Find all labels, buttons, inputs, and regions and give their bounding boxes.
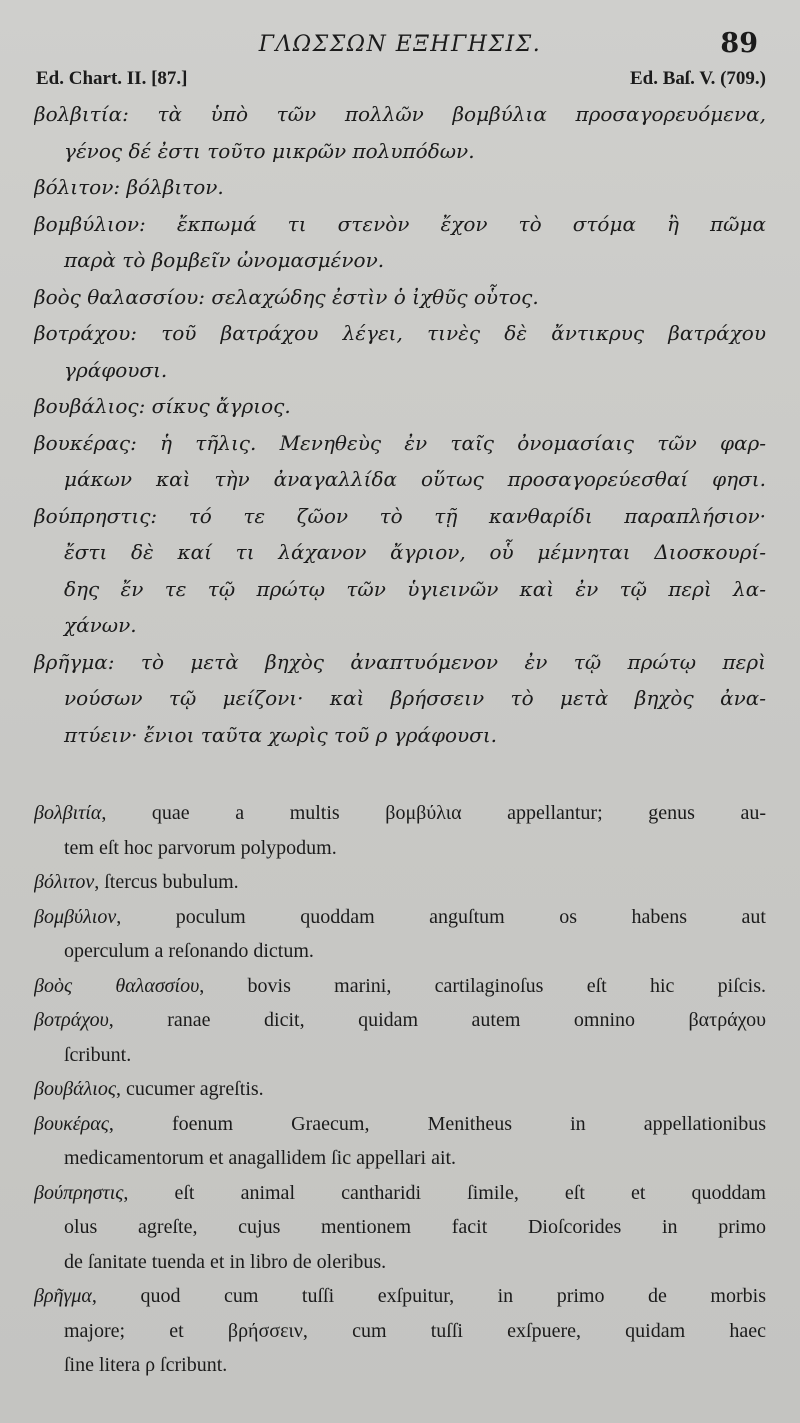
latin-line <box>34 1279 766 1314</box>
latin-line <box>34 1072 766 1107</box>
latin-lemma: βουκέρας <box>34 1112 109 1135</box>
greek-line: βοὸς θαλασσίου: σελαχώδης ἐστὶν ὁ ἰχθῦς οὗτος. <box>34 284 539 309</box>
latin-line <box>34 1141 766 1176</box>
latin-gloss: , quod cum tuſſi exſpuitur, in primo de morbis <box>91 1285 766 1307</box>
latin-translation-block <box>34 796 766 1383</box>
greek-line: γένος δέ ἐστι τοῦτο μικρῶν πολυπόδων. <box>64 138 475 163</box>
latin-line <box>34 969 766 1004</box>
latin-gloss: , ſtercus bubulum. <box>94 871 239 893</box>
latin-line <box>34 1107 766 1142</box>
page-number: 89 <box>720 28 758 59</box>
latin-line <box>34 1245 766 1280</box>
latin-gloss: de ſanitate tuenda et in libro de oleribus. <box>64 1250 387 1273</box>
greek-line: παρὰ τὸ βομβεῖν ὠνομασμένον. <box>64 248 385 272</box>
greek-line: πτύειν· ἔνιοι ταῦτα χωρὶς τοῦ ρ γράφουσι. <box>64 722 498 747</box>
latin-lemma: βομβύλιον <box>34 905 117 928</box>
latin-line <box>34 1348 766 1383</box>
latin-gloss: tem eſt hoc parvorum polypodum. <box>64 836 337 859</box>
latin-line <box>34 934 766 969</box>
greek-line: γράφουσι. <box>64 357 168 382</box>
greek-line: βοτράχου: τοῦ βατράχου λέγει, τινὲς δὲ ἄντικρυς βατράχου <box>34 321 766 345</box>
latin-gloss: medicamentorum et anagallidem ſic appellari ait. <box>64 1147 457 1169</box>
latin-gloss: , cucumer agreſtis. <box>115 1078 264 1100</box>
greek-line: δης ἔν τε τῷ πρώτῳ τῶν ὑγιεινῶν καὶ ἐν τῷ περὶ λα- <box>64 576 766 601</box>
greek-line: ἔστι δὲ καί τι λάχανον ἄγριον, οὗ μέμνηται Διοσκουρί- <box>64 540 766 564</box>
latin-line <box>34 865 766 900</box>
edition-chartier-ref: Ed. Chart. II. [87.] <box>36 68 188 89</box>
latin-gloss: , eſt animal cantharidi ſimile, eſt et quoddam <box>123 1181 766 1204</box>
latin-gloss: operculum a reſonando dictum. <box>64 940 314 962</box>
latin-gloss: , poculum quoddam anguſtum os habens aut <box>116 905 766 928</box>
greek-text-block <box>34 96 766 753</box>
latin-line <box>34 796 766 831</box>
latin-lemma: βουβάλιος <box>34 1078 116 1100</box>
latin-gloss: ſine litera ρ ſcribunt. <box>64 1354 228 1376</box>
greek-line: βολβιτία: τὰ ὑπὸ τῶν πολλῶν βομβύλια προσαγορευόμενα, <box>34 102 766 126</box>
page-title: ΓΛΩΣΣΩΝ ΕΞΗΓΗΣΙΣ. <box>258 32 542 57</box>
latin-gloss: ſcribunt. <box>64 1043 132 1066</box>
greek-line: βρῆγμα: τὸ μετὰ βηχὸς ἀναπτυόμενον ἐν τῷ πρώτῳ περὶ <box>34 649 766 674</box>
greek-line: νούσων τῷ μείζονι· καὶ βρήσσειν τὸ μετὰ βηχὸς ἀνα- <box>64 686 766 710</box>
latin-lemma: βούπρηστις <box>34 1181 124 1204</box>
latin-line <box>34 900 766 935</box>
running-head <box>0 28 800 68</box>
edition-references <box>36 68 766 96</box>
latin-gloss: olus agreſte, cujus mentionem facit Dioſcorides in primo <box>64 1216 766 1238</box>
latin-lemma: βοτράχου <box>34 1009 109 1031</box>
latin-gloss: , ranae dicit, quidam autem omnino βατράχου <box>108 1009 766 1031</box>
latin-line <box>34 831 766 866</box>
greek-line: βούπρηστις: τό τε ζῶον τὸ τῇ κανθαρίδι παραπλήσιον· <box>34 503 766 528</box>
latin-lemma: βρῆγμα <box>34 1285 92 1307</box>
greek-line: βουβάλιος: σίκυς ἄγριος. <box>34 394 291 418</box>
greek-line: βόλιτον: βόλβιτον. <box>34 175 224 199</box>
latin-lemma: βόλιτον <box>34 871 95 893</box>
latin-gloss: , bovis marini, cartilaginoſus eſt hic piſcis. <box>199 974 766 997</box>
latin-line <box>34 1003 766 1038</box>
greek-line: βομβύλιον: ἔκπωμά τι στενὸν ἔχον τὸ στόμα ἢ πῶμα <box>34 211 766 236</box>
latin-line <box>34 1314 766 1349</box>
edition-basel-ref: Ed. Baſ. V. (709.) <box>629 68 766 89</box>
latin-gloss: , foenum Graecum, Menitheus in appellationibus <box>108 1112 766 1135</box>
greek-line: χάνων. <box>64 613 137 637</box>
latin-line <box>34 1210 766 1245</box>
greek-line: μάκων καὶ τὴν ἀναγαλλίδα οὕτως προσαγορεύεσθαί φησι. <box>64 467 766 491</box>
latin-line <box>34 1176 766 1211</box>
latin-lemma: βολβιτία <box>34 802 102 824</box>
latin-gloss: majore; et βρήσσειν, cum tuſſi exſpuere, quidam haec <box>64 1319 766 1342</box>
latin-lemma: βοὸς θαλασσίου <box>34 974 200 997</box>
greek-line: βουκέρας: ἡ τῆλις. Μενηθεὺς ἐν ταῖς ὀνομασίαις τῶν φαρ- <box>34 430 766 455</box>
latin-line <box>34 1038 766 1073</box>
latin-gloss: , quae a multis βομβύλια appellantur; genus au- <box>101 802 766 824</box>
